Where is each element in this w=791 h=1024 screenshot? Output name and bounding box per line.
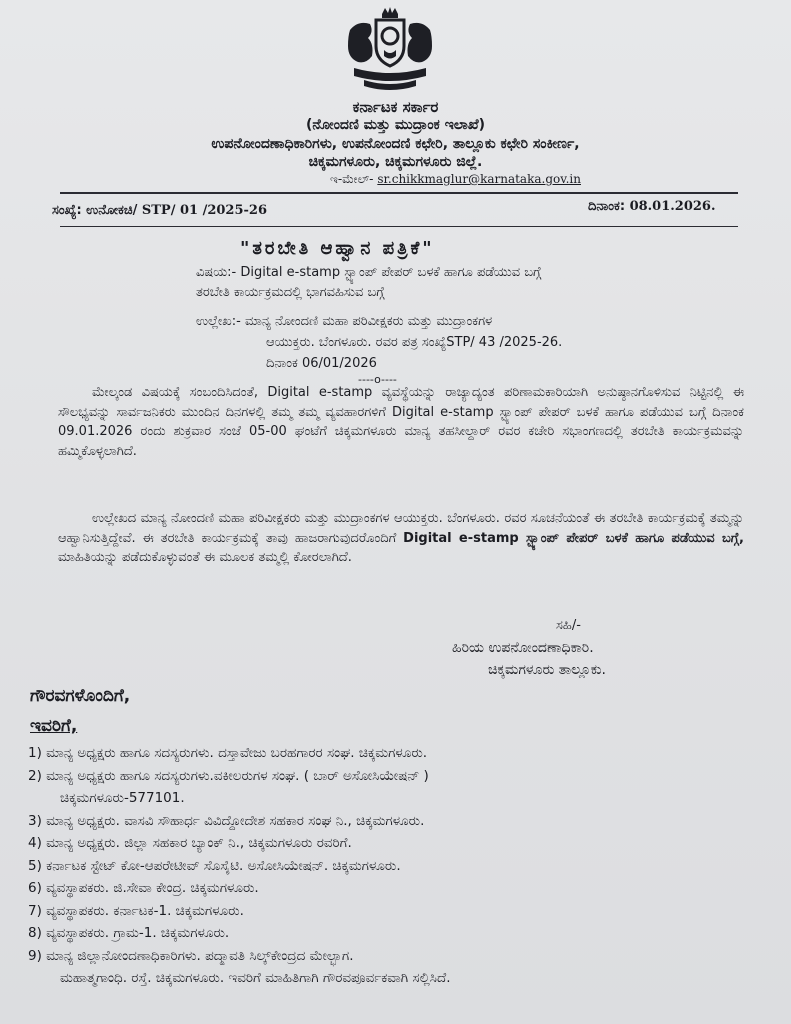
para2-text-b: ಮಾಹಿತಿಯನ್ನು ಪಡೆದುಕೊಳ್ಳುವಂತೆ ಈ ಮೂಲಕ ತಮ್ಮಲ್ಲಿ ಕೋರಲಾಗಿದೆ. [58,550,352,566]
office-address-line2: ಚಿಕ್ಕಮಗಳೂರು, ಚಿಕ್ಕಮಗಳೂರು ಜಿಲ್ಲೆ. [308,154,483,170]
para2-bold-text: Digital e-stamp ಸ್ಟ್ಯಾಂಪ್ ಪೇಪರ್ ಬಳಕೆ ಹಾಗೂ ಪಡೆಯುವ ಬಗ್ಗೆ, [403,530,744,546]
reference-number [52,203,267,218]
list-item: 5) ಕರ್ನಾಟಕ ಸ್ಟೇಟ್ ಕೋ-ಆಪರೇಟೀವ್ ಸೊಸೈಟಿ. ಅಸೋಸಿಯೇಷನ್. ಚಿಕ್ಕಮಗಳೂರು. [28,857,401,874]
department-name: (ನೋಂದಣಿ ಮತ್ತು ಮುದ್ರಾಂಕ ಇಲಾಖೆ) [306,117,485,133]
subject-block [196,263,541,303]
body-paragraph-2 [58,509,744,568]
subject-line1: ವಿಷಯ:- Digital e-stamp ಸ್ಟ್ಯಾಂಪ್ ಪೇಪರ್ ಬಳಕೆ ಹಾಗೂ ಪಡೆಯುವ ಬಗ್ಗೆ [196,265,542,280]
reference-divider [60,226,738,227]
para2-text-a: ಉಲ್ಲೇಖದ ಮಾನ್ಯ ನೋಂದಣಿ ಮಹಾ ಪರಿವೀಕ್ಷಕರು ಮತ್ತು ಮುದ್ರಾಂಕಗಳ ಆಯುಕ್ತರು. ಬೆಂಗಳೂರು. ರವರ ಸೂಚನೆಯಂತೆ ಈ ತರಬೇತಿ ಕಾರ್ಯಕ್ರಮಕ್ಕೆ ತಮ್ಮನ್ನು ಆಹ್ವಾನಿಸುತ್ತಿದ್ದೇವೆ. ಈ ತರಬೇತಿ ಕಾರ್ಯಕ್ರಮಕ್ಕೆ ತಾವು ಹಾಜರಾಗುವುದರೊಂದಿಗೆ [58,511,744,546]
reference-block [196,311,562,374]
karnataka-state-emblem-icon [340,6,440,92]
reference-line2: ಆಯುಕ್ತರು. ಬೆಂಗಳೂರು. ರವರ ಪತ್ರ ಸಂಖ್ಯೆSTP/ 43 /2025-26. [266,335,563,350]
email-link[interactable]: sr.chikkmaglur@karnataka.gov.in [377,172,581,186]
list-item: 1) ಮಾನ್ಯ ಅಧ್ಯಕ್ಷರು ಹಾಗೂ ಸದಸ್ಯರುಗಳು. ದಸ್ತಾವೇಜು ಬರಹಗಾರರ ಸಂಘ. ಚಿಕ್ಕಮಗಳೂರು. [28,745,428,761]
signatory-place: ಚಿಕ್ಕಮಗಳೂರು ತಾಲ್ಲೂಕು. [488,662,607,678]
list-item: 3) ಮಾನ್ಯ ಅಧ್ಯಕ್ಷರು. ವಾಸವಿ ಸೌಹಾರ್ಧ ವಿವಿದ್ದೋದೇಶ ಸಹಕಾರ ಸಂಘ ನಿ., ಚಿಕ್ಕಮಗಳೂರು. [28,812,425,829]
list-item: 4) ಮಾನ್ಯ ಅಧ್ಯಕ್ಷರು. ಜಿಲ್ಲಾ ಸಹಕಾರ ಬ್ಯಾಂಕ್ ನಿ., ಚಿಕ್ಕಮಗಳೂರು ರವರಿಗೆ. [28,835,352,851]
reference-line3: ದಿನಾಂಕ 06/01/2026 [266,356,377,371]
header-divider [60,192,738,194]
date-value: 08.01.2026. [629,199,716,214]
list-item: 2) ಮಾನ್ಯ ಅಧ್ಯಕ್ಷರು ಹಾಗೂ ಸದಸ್ಯರುಗಳು.ವಕೀಲರುಗಳ ಸಂಘ. ( ಬಾರ್ ಅಸೋಸಿಯೇಷನ್ ) [28,767,429,784]
signature-mark: ಸಹಿ/- [556,618,581,633]
recipients-list [28,742,768,990]
list-item: ಚಿಕ್ಕಮಗಳೂರು-577101. [60,790,185,806]
reference-number-value: STP/ 01 /2025-26 [141,203,268,218]
list-item: 6) ವ್ಯವಸ್ಥಾಪಕರು. ಜಿ.ಸೇವಾ ಕೇಂದ್ರ. ಚಿಕ್ಕಮಗಳೂರು. [28,880,259,896]
recipients-heading: ಇವರಿಗೆ, [30,716,78,736]
office-address-line1: ಉಪನೋಂದಣಾಧಿಕಾರಿಗಳು, ಉಪನೋಂದಣಿ ಕಛೇರಿ, ತಾಲ್ಲೂಕು ಕಛೇರಿ ಸಂಕೀರ್ಣ, [211,136,580,152]
signatory-designation: ಹಿರಿಯ ಉಪನೋಂದಣಾಧಿಕಾರಿ. [452,640,594,656]
letter-date [588,199,716,214]
government-name: ಕರ್ನಾಟಕ ಸರ್ಕಾರ [352,98,439,116]
list-item: ಮಹಾತ್ಮಗಾಂಧಿ. ರಸ್ತೆ. ಚಿಕ್ಕಮಗಳೂರು. ಇವರಿಗೆ ಮಾಹಿತಿಗಾಗಿ ಗೌರವಪೂರ್ವಕವಾಗಿ ಸಲ್ಲಿಸಿದೆ. [60,970,451,986]
reference-line1: ಉಲ್ಲೇಖ:- ಮಾನ್ಯ ನೋಂದಣಿ ಮಹಾ ಪರಿವೀಕ್ಷಕರು ಮತ್ತು ಮುದ್ರಾಂಕಗಳ [196,314,493,329]
document-title: "ತರಬೇತಿ ಆಹ್ವಾನ ಪತ್ರಿಕೆ" [240,238,435,259]
list-item: 9) ಮಾನ್ಯ ಜಿಲ್ಲಾನೋಂದಣಾಧಿಕಾರಿಗಳು. ಪದ್ಮಾವತಿ ಸಿಲ್ಕ್‌ಕೇಂದ್ರದ ಮೇಲ್ಭಾಗ. [28,947,354,964]
list-item: 7) ವ್ಯವಸ್ಥಾಪಕರು. ಕರ್ನಾಟಕ-1. ಚಿಕ್ಕಮಗಳೂರು. [28,902,244,919]
list-item: 8) ವ್ಯವಸ್ಥಾಪಕರು. ಗ್ರಾಮ-1. ಚಿಕ್ಕಮಗಳೂರು. [28,925,230,941]
date-label: ದಿನಾಂಕ: [588,199,626,214]
email-label: ಇ-ಮೇಲ್- [330,172,374,186]
greeting: ಗೌರವಗಳೊಂದಿಗೆ, [30,686,131,706]
separator: ----o---- [358,373,397,386]
subject-line2: ತರಬೇತಿ ಕಾರ್ಯಕ್ರಮದಲ್ಲಿ ಭಾಗವಹಿಸುವ ಬಗ್ಗೆ [196,285,385,300]
email-line [60,172,791,187]
body-paragraph-1: ಮೇಲ್ಕಂಡ ವಿಷಯಕ್ಕೆ ಸಂಬಂದಿಸಿದಂತೆ, Digital e-stamp ವ್ಯವಸ್ಥೆಯನ್ನು ರಾಜ್ಯಾದ್ಯಂತ ಪರಿಣಾಮಕಾರಿಯಾಗಿ ಅನುಷ್ಠಾನಗೊಳಿಸುವ ನಿಟ್ಟಿನಲ್ಲಿ ಈ ಸೌಲಭ್ಯವನ್ನು ಸಾರ್ವಜನಿಕರು ಮುಂದಿನ ದಿನಗಳಲ್ಲಿ ತಮ್ಮ ತಮ್ಮ ವ್ಯವಹಾರಗಳಿಗೆ Digital e-stamp ಸ್ಟ್ಯಾಂಪ್ ಪೇಪರ್ ಬಳಕೆ ಹಾಗೂ ಪಡೆಯುವ ಬಗ್ಗೆ ದಿನಾಂಕ 09.01.2026 ರಂದು ಶುಕ್ರವಾರ ಸಂಜೆ 05-00 ಘಂಟೆಗೆ ಚಿಕ್ಕಮಗಳೂರು ಮಾನ್ಯ ತಹಸೀಲ್ದಾರ್ ರವರ ಕಚೇರಿ ಸಭಾಂಗಣದಲ್ಲಿ ತರಬೇತಿ ಕಾರ್ಯಕ್ರಮವನ್ನು ಹಮ್ಮಿಕೊಳ್ಳಲಾಗಿದೆ. [58,385,744,459]
reference-number-label: ಸಂಖ್ಯೆ: ಉನೋಕಚಿ/ [52,203,138,218]
